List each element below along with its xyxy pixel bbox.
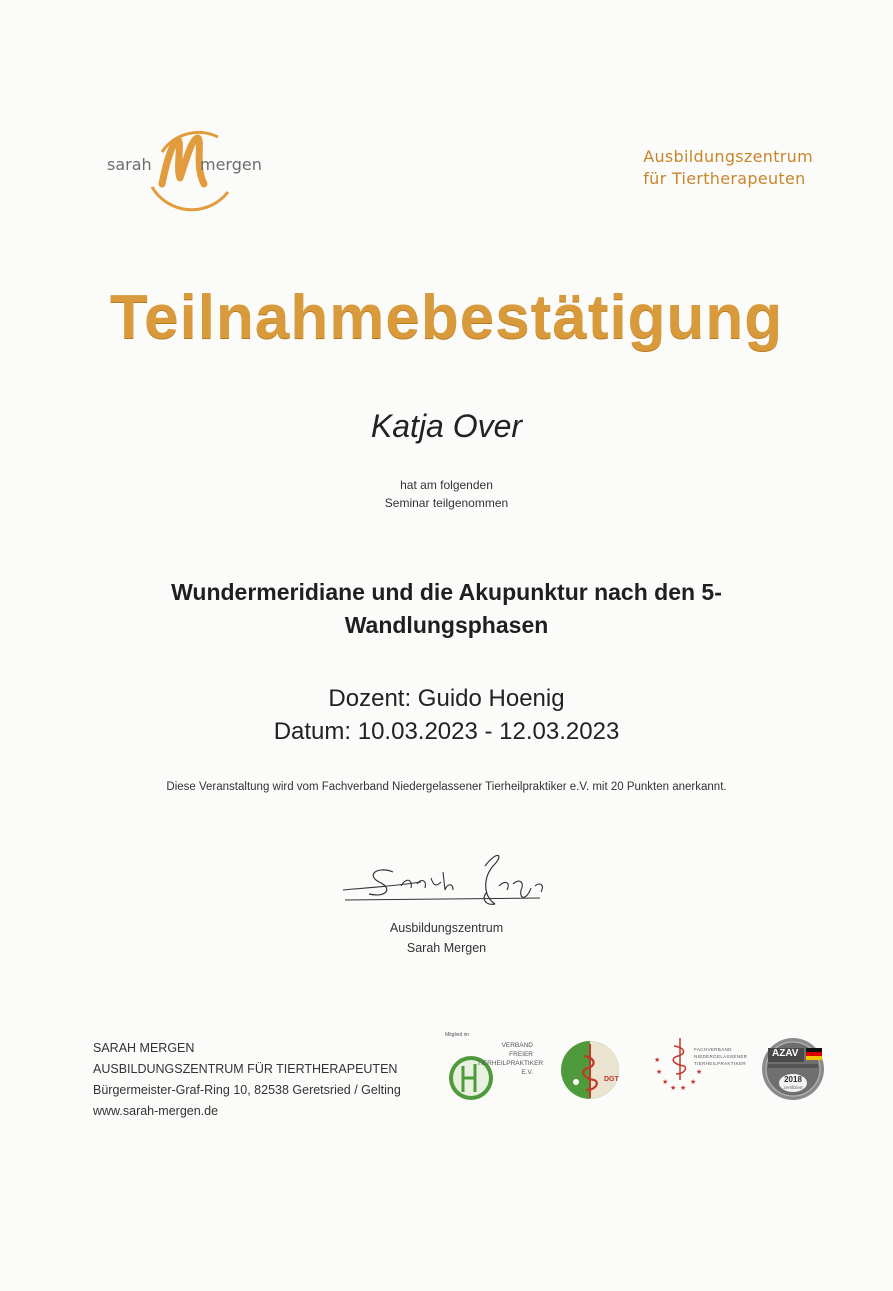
svg-text:★: ★: [670, 1085, 677, 1092]
footer-line-1: SARAH MERGEN: [93, 1041, 195, 1055]
brand-subtitle: [643, 146, 813, 190]
signature-label-2: Sarah Mergen: [406, 941, 487, 955]
logo-text-left: sarah: [107, 155, 152, 174]
svg-text:★: ★: [690, 1079, 697, 1086]
signature: [335, 848, 555, 918]
vft-line-2: TIERHEILPRAKTIKER: [477, 1060, 544, 1067]
logo-text-right: mergen: [200, 155, 262, 174]
certificate-title: Teilnahmebestätigung: [109, 283, 784, 352]
signature-graphic-icon: [335, 848, 555, 918]
dgt-seal: [560, 1038, 624, 1102]
azav-sub: zertifiziert: [783, 1085, 803, 1090]
fnt-line-1: FACHVERBAND: [694, 1047, 732, 1052]
intro-text: [0, 476, 893, 512]
svg-text:★: ★: [656, 1069, 663, 1076]
sarah-mergen-logo: [100, 112, 270, 222]
brand-line-2: für Tiertherapeuten: [643, 169, 806, 188]
seminar-details: [0, 682, 893, 748]
seminar-title: [100, 576, 793, 642]
fnt-text: [694, 1046, 747, 1067]
fnt-line-3: TIERHEILPRAKTIKER: [694, 1061, 746, 1066]
accreditation-note: Diese Veranstaltung wird vom Fachverband Niedergelassener Tierheilpraktiker e.V. mit 20 Punkten anerkannt.: [166, 781, 727, 793]
azav-badge-icon: [760, 1036, 826, 1102]
fnt-line-2: NIEDERGELASSENER: [694, 1054, 748, 1059]
seminar-date: Datum: 10.03.2023 - 12.03.2023: [273, 718, 620, 745]
svg-text:★: ★: [662, 1079, 669, 1086]
brand-line-1: Ausbildungszentrum: [643, 147, 813, 166]
seminar-line-2: Wandlungsphasen: [344, 612, 549, 638]
seminar-line-1: Wundermeridiane und die Akupunktur nach den 5-: [171, 579, 722, 605]
participant-name: Katja Over: [370, 408, 523, 444]
footer-line-2: AUSBILDUNGSZENTRUM FÜR TIERTHERAPEUTEN: [93, 1062, 398, 1076]
dgt-text: DGT: [604, 1076, 619, 1083]
azav-seal: [760, 1036, 826, 1102]
vft-text: [477, 1041, 544, 1077]
svg-text:★: ★: [680, 1085, 687, 1092]
signature-label: [0, 918, 893, 958]
svg-text:★: ★: [654, 1057, 661, 1064]
svg-text:★: ★: [696, 1069, 703, 1076]
azav-year: 2018: [784, 1075, 802, 1084]
footer-line-3: Bürgermeister-Graf-Ring 10, 82538 Geretsried / Gelting: [93, 1083, 401, 1097]
signature-label-1: Ausbildungszentrum: [389, 921, 504, 935]
intro-line-1: hat am folgenden: [400, 478, 493, 492]
intro-line-2: Seminar teilgenommen: [384, 496, 509, 510]
lecturer: Dozent: Guido Hoenig: [328, 685, 565, 712]
footer-address: [93, 1038, 401, 1122]
footer-line-4[interactable]: www.sarah-mergen.de: [93, 1104, 219, 1118]
fnt-seal: [652, 1032, 752, 1096]
vft-line-3: E.V.: [521, 1069, 533, 1076]
vft-line-1: VERBAND FREIER: [501, 1042, 533, 1058]
vft-seal: [443, 1032, 543, 1102]
dgt-emblem-icon: [560, 1038, 624, 1102]
vft-top: Mitglied im: [445, 1032, 469, 1038]
azav-title: AZAV: [772, 1048, 799, 1059]
